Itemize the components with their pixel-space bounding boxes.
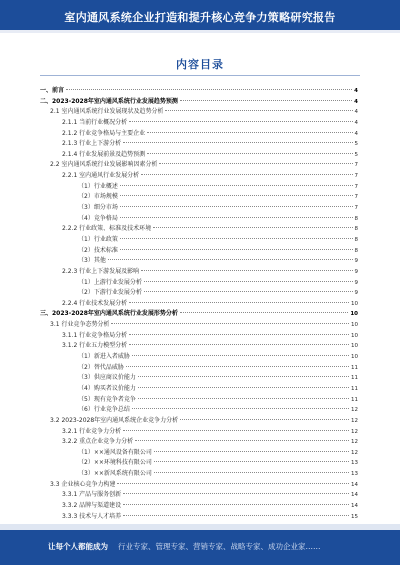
- toc-entry-page: 10: [350, 311, 358, 318]
- toc-dot-leader: [123, 142, 352, 143]
- toc-entry[interactable]: [40, 214, 358, 225]
- toc-entry-page: 10: [351, 354, 358, 361]
- toc-dot-leader: [120, 206, 353, 207]
- toc-entry-label: 2.1.4 行业发展前景及趋势预测: [62, 150, 146, 158]
- footer-slogan-lead: 让每个人都能成为: [48, 542, 108, 551]
- toc-entry-page: 11: [351, 396, 358, 403]
- toc-entry-label: （4）竞争格局: [78, 214, 118, 222]
- toc-entry[interactable]: [40, 384, 358, 395]
- toc-entry-label: 3.3.2 品牌与渠道建设: [62, 501, 122, 509]
- toc-dot-leader: [129, 121, 352, 122]
- toc-entry-page: 14: [351, 481, 358, 488]
- toc-entry-page: 4: [354, 119, 358, 126]
- toc-entry[interactable]: [40, 224, 358, 235]
- toc-entry[interactable]: [40, 150, 358, 161]
- toc-dot-leader: [120, 195, 353, 196]
- toc-entry[interactable]: [40, 427, 358, 438]
- toc-entry-label: （5）现有竞争者竞争: [78, 395, 136, 403]
- toc-entry[interactable]: [40, 129, 358, 140]
- toc-entry-label: 二、2023-2028年室内通风系统行业发展趋势预测: [40, 97, 178, 105]
- toc-entry-label: 3.3 企业核心竞争力构建: [50, 480, 116, 488]
- toc-dot-leader: [111, 323, 349, 324]
- toc-entry-label: （3）其他: [78, 257, 106, 265]
- toc-dot-leader: [159, 163, 352, 164]
- toc-dot-leader: [120, 249, 353, 250]
- table-of-contents: [40, 86, 358, 522]
- toc-dot-leader: [123, 493, 349, 494]
- toc-dot-leader: [141, 174, 352, 175]
- toc-entry[interactable]: [40, 320, 358, 331]
- toc-entry-label: 3.2.1 行业竞争力分析: [62, 427, 122, 435]
- toc-entry-page: 9: [354, 279, 358, 286]
- toc-dot-leader: [154, 451, 349, 452]
- toc-dot-leader: [123, 430, 349, 431]
- toc-entry[interactable]: [40, 448, 358, 459]
- toc-heading: 内容目录: [176, 58, 224, 71]
- toc-entry-page: 9: [354, 258, 358, 265]
- toc-entry-page: 4: [354, 98, 358, 105]
- toc-dot-leader: [123, 515, 349, 516]
- toc-dot-leader: [135, 440, 349, 441]
- toc-entry-page: 14: [351, 492, 358, 499]
- toc-entry-label: （3）供应商议价能力: [78, 374, 136, 382]
- toc-entry-label: （1）××通风设备有限公司: [78, 448, 152, 456]
- toc-entry-label: （3）细分市场: [78, 204, 118, 212]
- toc-entry[interactable]: [40, 182, 358, 193]
- toc-entry[interactable]: [40, 192, 358, 203]
- toc-dot-leader: [138, 376, 349, 377]
- toc-dot-leader: [147, 132, 352, 133]
- toc-entry[interactable]: [40, 107, 358, 118]
- toc-dot-leader: [120, 185, 353, 186]
- toc-entry-label: 2.2.3 行业上下游发展及影响: [62, 267, 140, 275]
- toc-entry[interactable]: [40, 171, 358, 182]
- toc-entry[interactable]: [40, 118, 358, 129]
- toc-entry[interactable]: [40, 97, 358, 108]
- header-divider: [0, 30, 400, 33]
- toc-dot-leader: [120, 238, 353, 239]
- toc-entry[interactable]: [40, 246, 358, 257]
- toc-entry-page: 11: [351, 385, 358, 392]
- toc-entry-label: 2.2 室内通风系统行业发展影响因素分析: [50, 161, 158, 169]
- toc-dot-leader: [180, 100, 352, 101]
- toc-entry-label: （2）下游行业发展分析: [78, 289, 142, 297]
- toc-entry-page: 9: [354, 268, 358, 275]
- toc-entry[interactable]: [40, 288, 358, 299]
- toc-dot-leader: [144, 291, 353, 292]
- toc-entry-page: 4: [354, 88, 358, 94]
- toc-entry[interactable]: [40, 267, 358, 278]
- toc-entry-label: （1）上游行业发展分析: [78, 278, 142, 286]
- toc-entry-page: 5: [354, 151, 358, 158]
- toc-dot-leader: [147, 153, 352, 154]
- toc-entry[interactable]: [40, 458, 358, 469]
- toc-entry-label: 3.3.3 技术与人才培养: [62, 512, 122, 520]
- toc-entry-page: 5: [354, 141, 358, 148]
- toc-entry-label: （2）市场规模: [78, 193, 118, 201]
- toc-entry-label: （2）××环境科技有限公司: [78, 459, 152, 467]
- toc-entry[interactable]: [40, 203, 358, 214]
- toc-heading-rule: [40, 75, 360, 76]
- toc-entry-page: 10: [351, 300, 358, 307]
- toc-entry[interactable]: [40, 416, 358, 427]
- toc-entry-page: 10: [351, 332, 358, 339]
- toc-dot-leader: [141, 270, 352, 271]
- toc-entry-page: 12: [351, 439, 358, 446]
- report-footer: [0, 530, 400, 565]
- toc-dot-leader: [165, 110, 352, 111]
- toc-dot-leader: [153, 227, 352, 228]
- toc-entry[interactable]: [40, 86, 358, 97]
- toc-entry-page: 10: [351, 322, 358, 329]
- toc-dot-leader: [144, 281, 353, 282]
- toc-entry[interactable]: [40, 139, 358, 150]
- toc-entry-page: 12: [351, 417, 358, 424]
- toc-entry-label: （4）购买者议价能力: [78, 384, 136, 392]
- toc-entry-label: （6）行业竞争总结: [78, 406, 130, 414]
- toc-entry-page: 4: [354, 109, 358, 116]
- toc-entry-page: 10: [351, 343, 358, 350]
- toc-entry-page: 8: [354, 236, 358, 243]
- toc-entry[interactable]: [40, 309, 358, 320]
- toc-entry-label: （2）替代品威胁: [78, 363, 124, 371]
- toc-entry[interactable]: [40, 373, 358, 384]
- toc-entry-page: 15: [351, 513, 358, 520]
- toc-entry-page: 7: [354, 173, 358, 180]
- toc-entry-page: 13: [351, 471, 358, 478]
- toc-entry-label: 3.3.1 产品与服务创新: [62, 491, 122, 499]
- toc-dot-leader: [129, 302, 349, 303]
- toc-entry-page: 11: [351, 364, 358, 371]
- toc-entry-label: 3.1 行业竞争态势分析: [50, 321, 110, 329]
- toc-entry-label: 3.2 2023-2028年室内通风系统企业竞争力分析: [50, 416, 179, 424]
- report-title: 室内通风系统企业打造和提升核心竞争力策略研究报告: [64, 11, 336, 24]
- toc-entry-page: 12: [351, 407, 358, 414]
- toc-entry[interactable]: [40, 480, 358, 491]
- toc-entry-label: 2.2.1 室内通风行业发展分析: [62, 172, 140, 180]
- toc-entry-label: 2.1 室内通风系统行业发展现状及趋势分析: [50, 108, 164, 116]
- toc-entry-page: 7: [354, 162, 358, 169]
- toc-entry[interactable]: [40, 395, 358, 406]
- toc-dot-leader: [129, 344, 349, 345]
- footer-slogan-roles: 行业专家、管理专家、营销专家、战略专家、成功企业家……: [118, 542, 321, 551]
- toc-entry-page: 7: [354, 194, 358, 201]
- toc-entry[interactable]: [40, 405, 358, 416]
- toc-dot-leader: [126, 366, 349, 367]
- toc-entry[interactable]: [40, 352, 358, 363]
- toc-entry-label: 2.1.3 行业上下游分析: [62, 140, 122, 148]
- toc-entry[interactable]: [40, 235, 358, 246]
- toc-entry[interactable]: [40, 278, 358, 289]
- toc-dot-leader: [138, 398, 349, 399]
- toc-entry[interactable]: [40, 363, 358, 374]
- toc-entry-label: 3.1.2 行业五力模型分析: [62, 342, 128, 350]
- toc-entry-page: 7: [354, 183, 358, 190]
- toc-dot-leader: [117, 483, 349, 484]
- toc-entry-label: 一、前言: [40, 87, 65, 94]
- toc-entry-label: 三、2023-2028年室内通风系统行业发展形势分析: [40, 310, 178, 318]
- toc-entry[interactable]: [40, 160, 358, 171]
- toc-dot-leader: [66, 89, 352, 90]
- toc-entry-label: 3.2.2 重点企业竞争力分析: [62, 438, 134, 446]
- toc-entry[interactable]: [40, 331, 358, 342]
- toc-entry-page: 11: [351, 375, 358, 382]
- toc-entry-page: 4: [354, 130, 358, 137]
- toc-dot-leader: [132, 408, 349, 409]
- toc-entry-label: 2.1.2 行业竞争格局与主要企业: [62, 129, 146, 137]
- toc-entry-page: 8: [354, 247, 358, 254]
- report-header: [0, 0, 400, 30]
- toc-entry[interactable]: [40, 501, 358, 512]
- toc-dot-leader: [180, 312, 348, 313]
- toc-dot-leader: [120, 217, 353, 218]
- toc-entry[interactable]: [40, 256, 358, 267]
- toc-entry[interactable]: [40, 437, 358, 448]
- toc-entry-label: （1）行业概述: [78, 182, 118, 190]
- toc-entry-label: 2.1.1 当前行业概况分析: [62, 118, 128, 126]
- toc-entry-page: 12: [351, 449, 358, 456]
- toc-entry[interactable]: [40, 299, 358, 310]
- toc-entry-label: （2）技术标准: [78, 246, 118, 254]
- toc-entry-label: 3.1.1 行业竞争格局分析: [62, 331, 128, 339]
- toc-dot-leader: [108, 259, 353, 260]
- toc-entry-page: 13: [351, 460, 358, 467]
- toc-dot-leader: [123, 504, 349, 505]
- toc-entry-page: 14: [351, 502, 358, 509]
- toc-entry-label: 2.2.2 行业政策、标准及技术环境: [62, 225, 152, 233]
- toc-entry-page: 8: [354, 226, 358, 233]
- toc-entry[interactable]: [40, 490, 358, 501]
- toc-dot-leader: [180, 419, 349, 420]
- toc-dot-leader: [129, 334, 349, 335]
- toc-entry-page: 7: [354, 205, 358, 212]
- toc-entry-label: （1）新进入者威胁: [78, 353, 130, 361]
- toc-entry-page: 12: [351, 428, 358, 435]
- toc-entry[interactable]: [40, 341, 358, 352]
- toc-entry-page: 8: [354, 215, 358, 222]
- toc-dot-leader: [132, 355, 349, 356]
- toc-dot-leader: [154, 461, 349, 462]
- toc-entry-label: （3）××新风系统有限公司: [78, 470, 152, 478]
- toc-entry[interactable]: [40, 469, 358, 480]
- toc-entry-page: 9: [354, 290, 358, 297]
- toc-entry[interactable]: [40, 512, 358, 523]
- toc-dot-leader: [154, 472, 349, 473]
- toc-entry-label: 2.2.4 行业技术发展分析: [62, 299, 128, 307]
- toc-entry-label: （1）行业政策: [78, 235, 118, 243]
- toc-dot-leader: [138, 387, 349, 388]
